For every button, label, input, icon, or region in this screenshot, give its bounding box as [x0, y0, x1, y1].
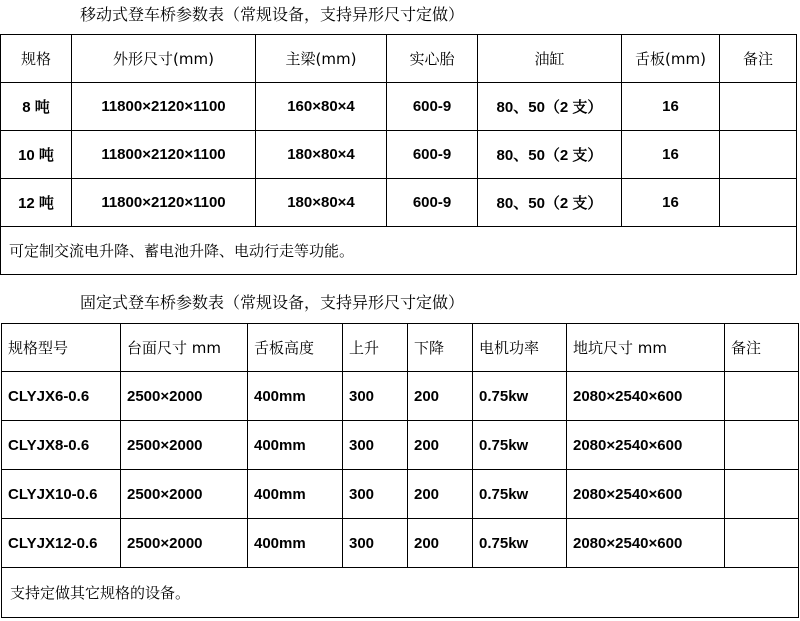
table-cell: 16 — [622, 179, 720, 227]
table-note: 可定制交流电升降、蓄电池升降、电动行走等功能。 — [1, 227, 797, 275]
table-cell: 2080×2540×600 — [567, 470, 725, 519]
table-cell: 80、50（2 支） — [478, 83, 622, 131]
table-cell — [720, 131, 797, 179]
table-cell: 80、50（2 支） — [478, 131, 622, 179]
table-cell: 0.75kw — [473, 519, 567, 568]
table-note-row — [1, 227, 797, 275]
header-cell: 外形尺寸(mm) — [72, 35, 256, 83]
table-cell: 0.75kw — [473, 372, 567, 421]
table-cell: CLYJX6-0.6 — [2, 372, 121, 421]
table-cell: 11800×2120×1100 — [72, 179, 256, 227]
header-cell: 舌板高度 — [248, 324, 343, 372]
table-cell: 200 — [408, 519, 473, 568]
table-row — [1, 83, 797, 131]
mobile-spec-table — [0, 34, 797, 275]
table-cell: 2500×2000 — [121, 421, 248, 470]
table-cell: 400mm — [248, 421, 343, 470]
fixed-spec-table — [1, 323, 799, 618]
table-cell — [725, 372, 799, 421]
table-header-row — [2, 324, 799, 372]
table-cell: CLYJX10-0.6 — [2, 470, 121, 519]
table-cell: 8 吨 — [1, 83, 72, 131]
table-cell: 400mm — [248, 372, 343, 421]
table-cell: 2500×2000 — [121, 372, 248, 421]
header-cell: 规格 — [1, 35, 72, 83]
table-cell: 600-9 — [387, 179, 478, 227]
header-cell: 备注 — [725, 324, 799, 372]
header-cell: 实心胎 — [387, 35, 478, 83]
table-cell: 2500×2000 — [121, 519, 248, 568]
header-cell: 台面尺寸 mm — [121, 324, 248, 372]
table-cell: 600-9 — [387, 131, 478, 179]
table-cell: CLYJX12-0.6 — [2, 519, 121, 568]
table-cell: 11800×2120×1100 — [72, 131, 256, 179]
table-cell — [725, 519, 799, 568]
table-cell: 200 — [408, 421, 473, 470]
table-cell: 2080×2540×600 — [567, 421, 725, 470]
table-cell: 0.75kw — [473, 470, 567, 519]
table-cell: CLYJX8-0.6 — [2, 421, 121, 470]
table-cell: 10 吨 — [1, 131, 72, 179]
table-cell: 160×80×4 — [256, 83, 387, 131]
table-row — [1, 179, 797, 227]
table-cell: 200 — [408, 372, 473, 421]
table-cell: 180×80×4 — [256, 179, 387, 227]
header-cell: 规格型号 — [2, 324, 121, 372]
table-row — [2, 519, 799, 568]
header-cell: 舌板(mm) — [622, 35, 720, 83]
header-cell: 地坑尺寸 mm — [567, 324, 725, 372]
table-cell: 80、50（2 支） — [478, 179, 622, 227]
table-cell: 400mm — [248, 470, 343, 519]
table-cell: 16 — [622, 131, 720, 179]
header-cell: 备注 — [720, 35, 797, 83]
table-cell — [720, 83, 797, 131]
header-cell: 上升 — [343, 324, 408, 372]
table-row — [2, 372, 799, 421]
table-cell: 12 吨 — [1, 179, 72, 227]
header-cell: 下降 — [408, 324, 473, 372]
table-cell: 180×80×4 — [256, 131, 387, 179]
table-cell: 2500×2000 — [121, 470, 248, 519]
table-row — [2, 470, 799, 519]
table-cell: 2080×2540×600 — [567, 372, 725, 421]
table-cell — [725, 470, 799, 519]
table-row — [1, 131, 797, 179]
table-note-row — [2, 568, 799, 618]
table-cell: 300 — [343, 519, 408, 568]
table-header-row — [1, 35, 797, 83]
table-cell: 0.75kw — [473, 421, 567, 470]
table-cell: 300 — [343, 421, 408, 470]
header-cell: 电机功率 — [473, 324, 567, 372]
header-cell: 主梁(mm) — [256, 35, 387, 83]
table-cell: 200 — [408, 470, 473, 519]
table-cell: 600-9 — [387, 83, 478, 131]
table-row — [2, 421, 799, 470]
table-cell — [720, 179, 797, 227]
table-cell: 2080×2540×600 — [567, 519, 725, 568]
table-cell: 300 — [343, 470, 408, 519]
table-cell: 300 — [343, 372, 408, 421]
mobile-table-title: 移动式登车桥参数表（常规设备，支持异形尺寸定做） — [80, 5, 465, 24]
table-note: 支持定做其它规格的设备。 — [2, 568, 799, 618]
fixed-table-title: 固定式登车桥参数表（常规设备，支持异形尺寸定做） — [80, 293, 465, 312]
table-cell: 400mm — [248, 519, 343, 568]
header-cell: 油缸 — [478, 35, 622, 83]
table-cell: 11800×2120×1100 — [72, 83, 256, 131]
table-cell: 16 — [622, 83, 720, 131]
table-cell — [725, 421, 799, 470]
